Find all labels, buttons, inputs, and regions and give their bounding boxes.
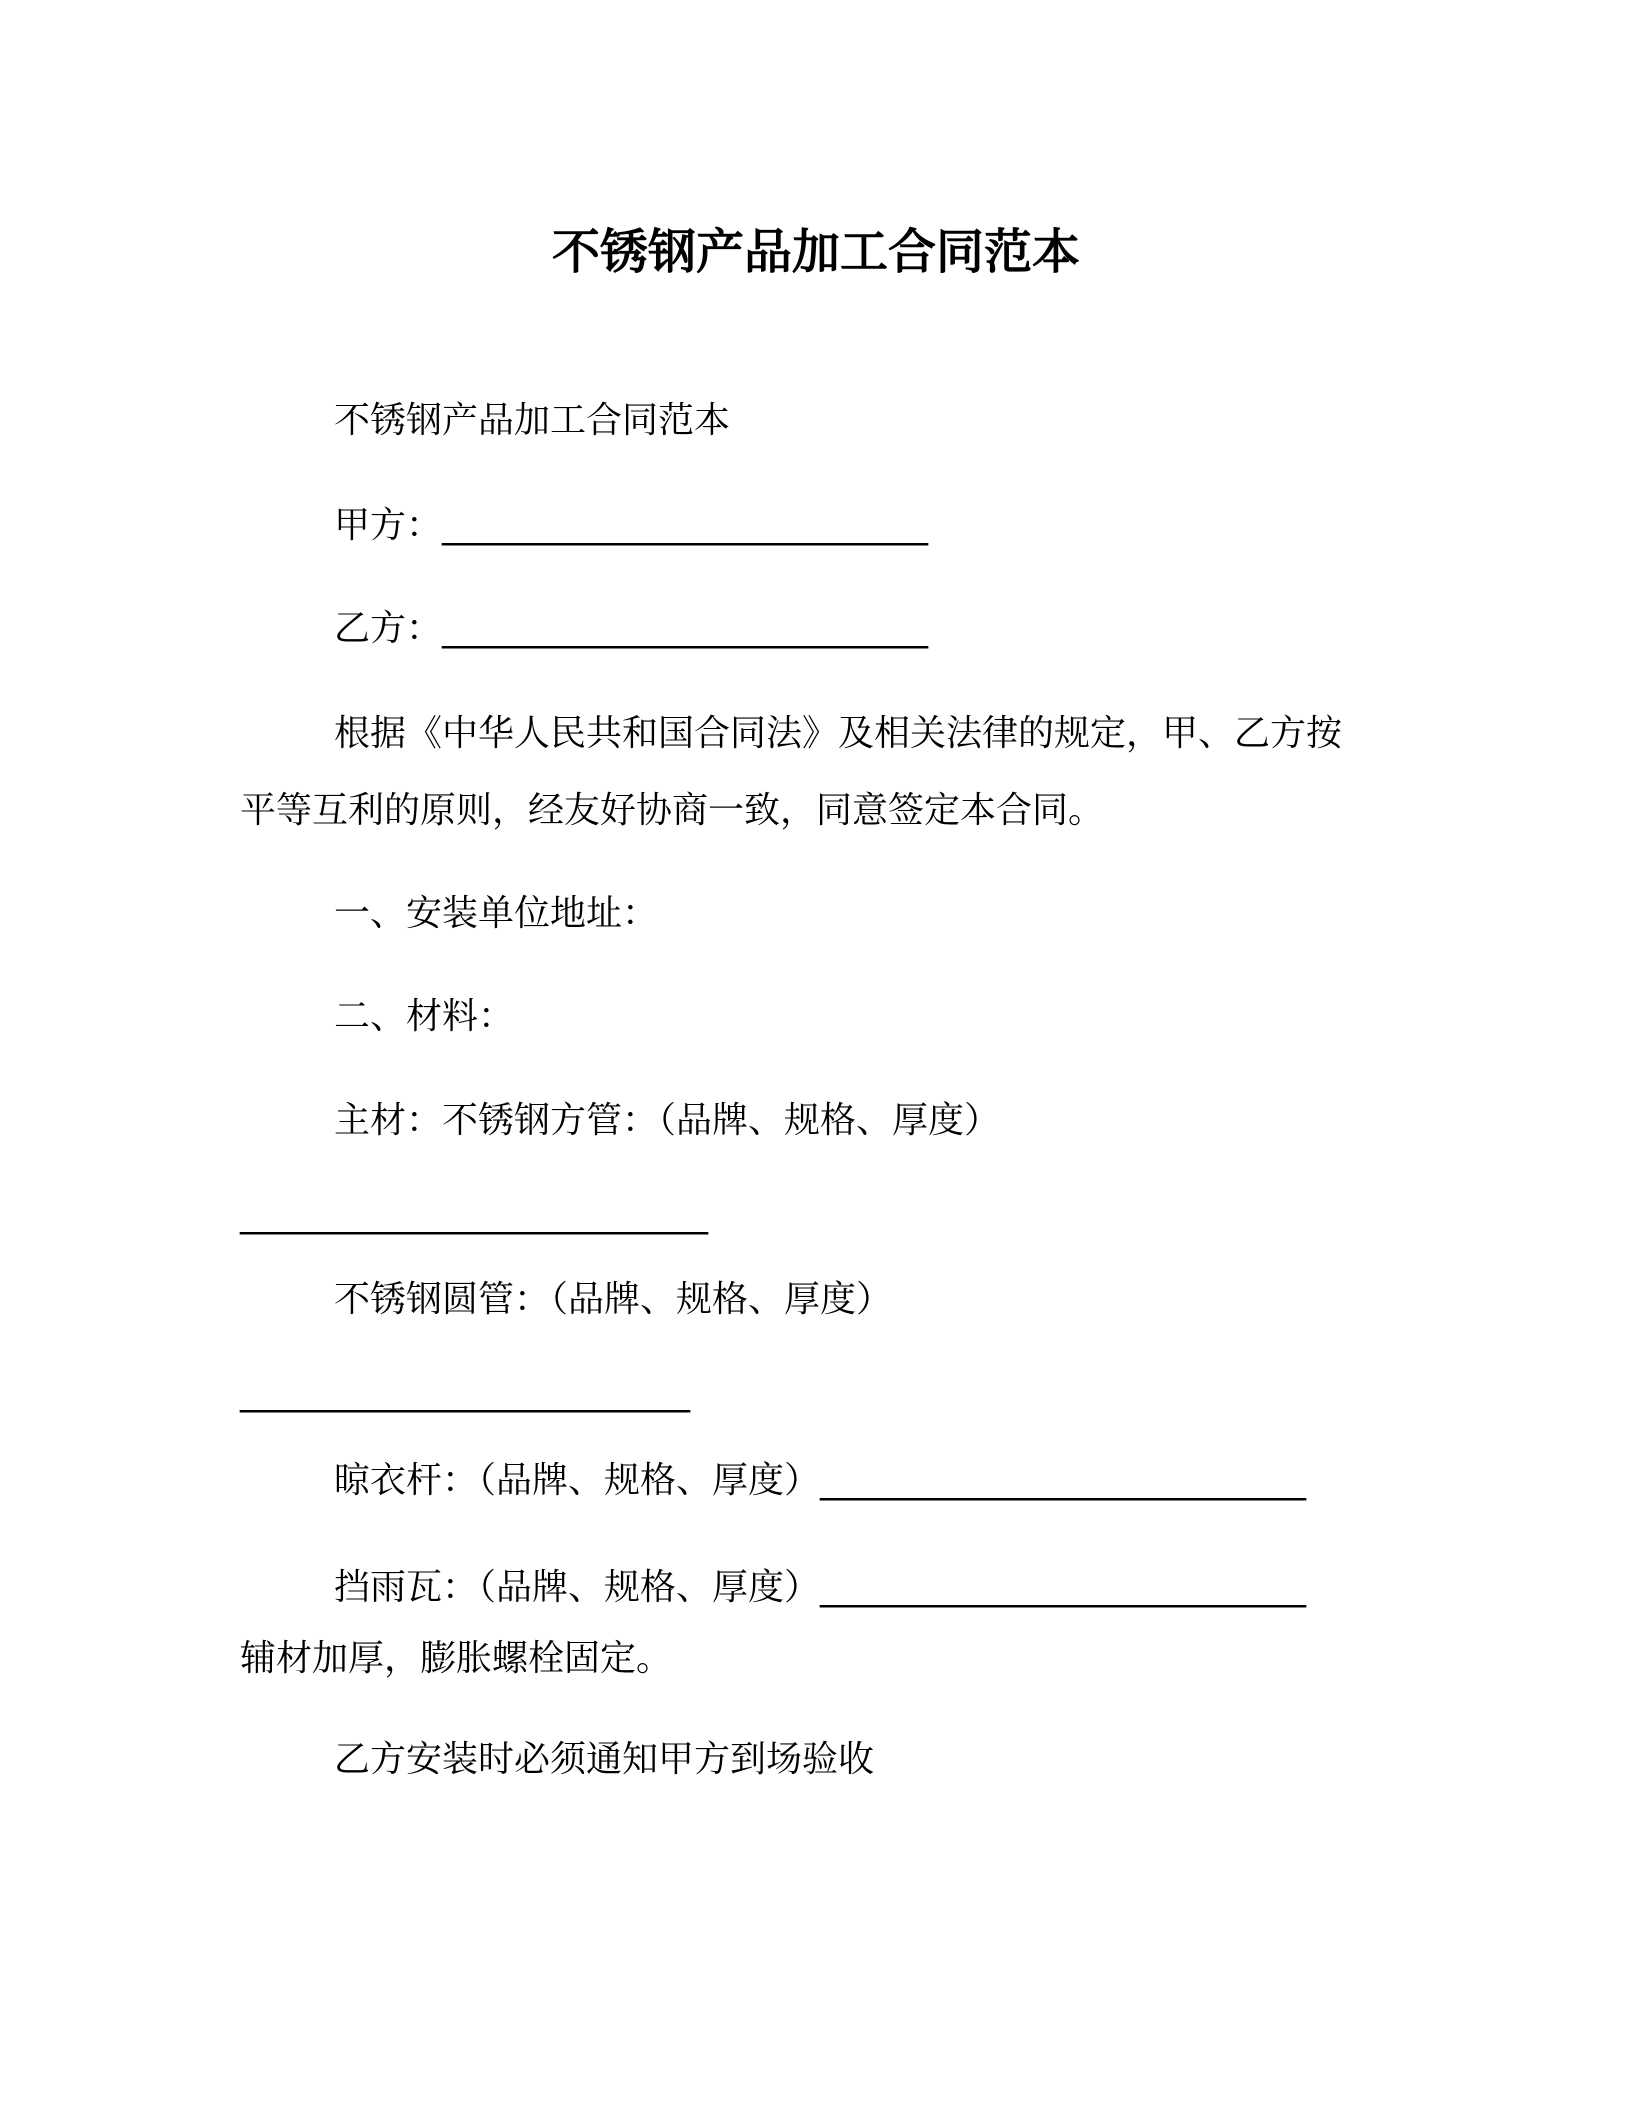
party-b-line: 乙方：___________________________ <box>334 608 929 649</box>
main-material-blank: __________________________ <box>240 1194 708 1235</box>
rain-tile-line: 挡雨瓦：（品牌、规格、厚度）___________________________ <box>334 1567 1307 1608</box>
party-a-line: 甲方：___________________________ <box>334 505 929 546</box>
document-title: 不锈钢产品加工合同范本 <box>551 224 1080 280</box>
aux-material-line: 辅材加厚，膨胀螺栓固定。 <box>240 1638 673 1679</box>
preamble-line-1: 根据《中华人民共和国合同法》及相关法律的规定，甲、乙方按 <box>334 713 1343 754</box>
round-tube-blank: _________________________ <box>240 1372 690 1413</box>
preamble-line-2: 平等互利的原则，经友好协商一致，同意签定本合同。 <box>240 790 1105 831</box>
document-subtitle: 不锈钢产品加工合同范本 <box>334 400 731 441</box>
section-2-heading: 二、材料： <box>334 996 515 1037</box>
main-material-line: 主材：不锈钢方管：（品牌、规格、厚度） <box>334 1100 1001 1141</box>
section-1-heading: 一、安装单位地址： <box>334 893 659 934</box>
drying-rod-line: 晾衣杆：（品牌、规格、厚度）___________________________ <box>334 1460 1307 1501</box>
round-tube-line: 不锈钢圆管：（品牌、规格、厚度） <box>334 1279 893 1320</box>
inspection-line: 乙方安装时必须通知甲方到场验收 <box>334 1739 875 1780</box>
